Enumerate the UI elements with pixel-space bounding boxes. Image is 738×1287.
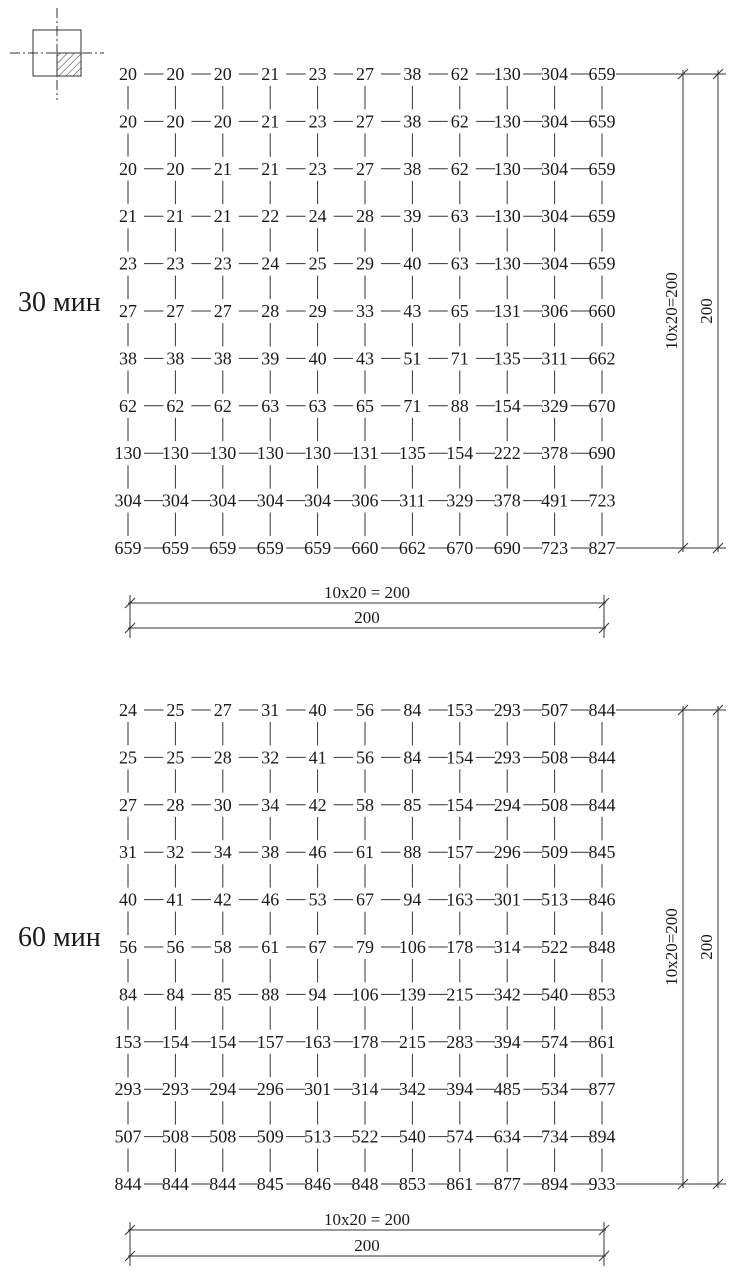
temperature-value: 20 — [213, 64, 232, 84]
temperature-value: 659 — [161, 538, 189, 558]
temperature-value: 659 — [588, 64, 616, 84]
temperature-value: 877 — [588, 1079, 616, 1100]
temperature-value: 28 — [166, 794, 185, 815]
temperature-value: 845 — [588, 842, 616, 863]
temperature-value: 27 — [356, 158, 374, 179]
section-symbol-icon — [10, 8, 104, 100]
temperature-value: 41 — [308, 747, 327, 768]
temperature-value: 22 — [261, 206, 280, 227]
temperature-value: 670 — [588, 395, 616, 416]
temperature-value: 23 — [308, 64, 327, 84]
temperature-value: 79 — [356, 937, 374, 957]
temperature-value: 342 — [493, 984, 521, 1005]
temperature-value: 28 — [356, 206, 374, 227]
temperature-value: 27 — [119, 794, 137, 815]
temperature-value: 130 — [493, 111, 521, 132]
temperature-value: 844 — [588, 794, 616, 815]
temperature-value: 294 — [209, 1079, 237, 1100]
temperature-value: 131 — [493, 301, 521, 321]
temperature-value: 62 — [213, 395, 232, 416]
temperature-value: 659 — [588, 111, 616, 132]
temperature-value: 215 — [398, 1031, 426, 1052]
temperature-value: 659 — [209, 538, 237, 558]
temperature-value: 846 — [588, 889, 616, 910]
temperature-value: 507 — [114, 1126, 142, 1147]
temperature-value: 30 — [213, 794, 232, 815]
temperature-value: 25 — [119, 747, 137, 768]
temperature-value: 933 — [588, 1174, 616, 1194]
grid-60-min — [18, 700, 726, 1266]
temperature-value: 157 — [446, 842, 474, 863]
temperature-value: 43 — [403, 301, 422, 321]
temperature-value: 42 — [308, 794, 327, 815]
temperature-value: 106 — [351, 984, 379, 1005]
temperature-value: 311 — [399, 490, 426, 511]
dim-horizontal-inner-text: 10x20 = 200 — [323, 1210, 411, 1229]
temperature-value: 39 — [403, 206, 422, 227]
temperature-value: 846 — [304, 1174, 332, 1194]
temperature-value: 845 — [256, 1174, 284, 1194]
temperature-value: 844 — [588, 747, 616, 768]
temperature-value: 88 — [261, 984, 280, 1005]
temperature-value: 293 — [493, 747, 521, 768]
temperature-value: 58 — [356, 794, 374, 815]
temperature-value: 46 — [308, 842, 327, 863]
temperature-value: 513 — [541, 889, 569, 910]
temperature-value: 861 — [588, 1031, 616, 1052]
temperature-value: 38 — [213, 348, 232, 369]
temperature-value: 20 — [166, 111, 185, 132]
temperature-value: 508 — [541, 747, 569, 768]
temperature-value: 135 — [398, 443, 426, 464]
temperature-value: 153 — [114, 1031, 142, 1052]
temperature-value: 62 — [450, 158, 469, 179]
temperature-value: 670 — [446, 538, 474, 558]
temperature-value: 84 — [166, 984, 185, 1005]
temperature-value: 62 — [450, 111, 469, 132]
temperature-value: 509 — [541, 842, 569, 863]
temperature-value: 574 — [541, 1031, 569, 1052]
temperature-value: 378 — [493, 490, 521, 511]
temperature-value: 62 — [119, 395, 137, 416]
dim-horizontal-inner-text: 10x20 = 200 — [323, 583, 411, 602]
temperature-value: 139 — [398, 984, 426, 1005]
temperature-value: 304 — [541, 206, 569, 227]
temperature-value: 40 — [308, 348, 327, 369]
temperature-value: 38 — [119, 348, 137, 369]
temperature-value: 34 — [261, 794, 280, 815]
temperature-value: 130 — [256, 443, 284, 464]
temperature-value: 659 — [304, 538, 332, 558]
temperature-value: 844 — [114, 1174, 142, 1194]
temperature-value: 659 — [256, 538, 284, 558]
temperature-value: 21 — [261, 111, 280, 132]
temperature-value: 106 — [398, 937, 426, 957]
temperature-value: 844 — [161, 1174, 189, 1194]
temperature-value: 294 — [493, 794, 521, 815]
temperature-value: 46 — [261, 889, 280, 910]
temperature-value: 85 — [403, 794, 422, 815]
temperature-value: 301 — [493, 889, 521, 910]
dim-vertical-outer-text: 200 — [697, 298, 716, 324]
temperature-value: 34 — [213, 842, 232, 863]
temperature-value: 23 — [308, 111, 327, 132]
temperature-value: 25 — [166, 700, 185, 720]
temperature-value: 154 — [446, 747, 474, 768]
temperature-value: 42 — [213, 889, 232, 910]
temperature-value: 293 — [493, 700, 521, 720]
temperature-value: 844 — [209, 1174, 237, 1194]
temperature-value: 154 — [446, 443, 474, 464]
temperature-value: 304 — [161, 490, 189, 511]
temperature-value: 329 — [541, 395, 569, 416]
temperature-value: 296 — [256, 1079, 284, 1100]
temperature-value: 40 — [119, 889, 137, 910]
temperature-value: 56 — [356, 747, 374, 768]
temperature-value: 28 — [213, 747, 232, 768]
temperature-value: 296 — [493, 842, 521, 863]
temperature-value: 51 — [403, 348, 422, 369]
temperature-value: 314 — [493, 937, 521, 957]
temperature-value: 71 — [403, 395, 422, 416]
temperature-value: 135 — [493, 348, 521, 369]
temperature-value: 534 — [541, 1079, 569, 1100]
temperature-value: 734 — [541, 1126, 569, 1147]
temperature-value: 38 — [166, 348, 185, 369]
temperature-value: 56 — [356, 700, 374, 720]
temperature-value: 660 — [351, 538, 379, 558]
temperature-value: 65 — [450, 301, 469, 321]
temperature-value: 485 — [493, 1079, 521, 1100]
temperature-value: 41 — [166, 889, 185, 910]
temperature-value: 27 — [356, 64, 374, 84]
temperature-value: 690 — [588, 443, 616, 464]
temperature-value: 507 — [541, 700, 569, 720]
temperature-value: 163 — [304, 1031, 332, 1052]
temperature-value: 154 — [493, 395, 521, 416]
temperature-value: 508 — [209, 1126, 237, 1147]
temperature-value: 38 — [403, 111, 422, 132]
temperature-value: 508 — [541, 794, 569, 815]
temperature-value: 130 — [114, 443, 142, 464]
temperature-value: 394 — [446, 1079, 474, 1100]
temperature-value: 21 — [166, 206, 185, 227]
temperature-value: 513 — [304, 1126, 332, 1147]
temperature-value: 342 — [398, 1079, 426, 1100]
temperature-value: 63 — [450, 206, 469, 227]
temperature-value: 130 — [161, 443, 189, 464]
temperature-value: 21 — [213, 158, 232, 179]
temperature-value: 21 — [119, 206, 137, 227]
temperature-value: 24 — [261, 253, 280, 274]
temperature-value: 63 — [450, 253, 469, 274]
temperature-value: 540 — [398, 1126, 426, 1147]
temperature-value: 61 — [261, 937, 280, 957]
temperature-value: 20 — [166, 64, 185, 84]
temperature-value: 293 — [114, 1079, 142, 1100]
time-label: 60 мин — [18, 922, 101, 953]
temperature-value: 21 — [261, 64, 280, 84]
temperature-value: 130 — [493, 158, 521, 179]
temperature-value: 28 — [261, 301, 280, 321]
temperature-value: 304 — [114, 490, 142, 511]
temperature-value: 157 — [256, 1031, 284, 1052]
time-label: 30 мин — [18, 287, 101, 318]
temperature-value: 662 — [588, 348, 616, 369]
temperature-value: 27 — [213, 700, 232, 720]
temperature-value: 660 — [588, 301, 616, 321]
temperature-value: 130 — [209, 443, 237, 464]
dim-horizontal-outer-text: 200 — [354, 608, 380, 627]
temperature-value: 71 — [450, 348, 469, 369]
temperature-value: 27 — [119, 301, 137, 321]
temperature-value: 508 — [161, 1126, 189, 1147]
temperature-value: 894 — [541, 1174, 569, 1194]
temperature-value: 32 — [166, 842, 185, 863]
temperature-value: 522 — [351, 1126, 379, 1147]
temperature-value: 20 — [166, 158, 185, 179]
temperature-value: 38 — [403, 158, 422, 179]
temperature-value: 178 — [351, 1031, 379, 1052]
temperature-value: 509 — [256, 1126, 284, 1147]
temperature-value: 222 — [493, 443, 521, 464]
temperature-value: 659 — [588, 253, 616, 274]
temperature-value: 659 — [114, 538, 142, 558]
temperature-value: 311 — [541, 348, 568, 369]
temperature-value: 154 — [209, 1031, 237, 1052]
temperature-value: 40 — [308, 700, 327, 720]
temperature-value: 84 — [119, 984, 137, 1005]
temperature-value: 84 — [403, 747, 422, 768]
temperature-value: 634 — [493, 1126, 521, 1147]
temperature-value: 88 — [403, 842, 422, 863]
temperature-value: 283 — [446, 1031, 474, 1052]
temperature-value: 27 — [213, 301, 232, 321]
temperature-value: 690 — [493, 538, 521, 558]
temperature-value: 306 — [541, 301, 569, 321]
temperature-value: 20 — [119, 111, 137, 132]
temperature-value: 24 — [308, 206, 327, 227]
temperature-value: 304 — [541, 64, 569, 84]
temperature-value: 24 — [119, 700, 137, 720]
temperature-value: 304 — [541, 111, 569, 132]
temperature-value: 85 — [213, 984, 232, 1005]
temperature-value: 31 — [261, 700, 280, 720]
temperature-value: 61 — [356, 842, 374, 863]
temperature-value: 853 — [398, 1174, 426, 1194]
temperature-value: 215 — [446, 984, 474, 1005]
temperature-value: 723 — [588, 490, 616, 511]
temperature-value: 53 — [308, 889, 327, 910]
temperature-value: 25 — [166, 747, 185, 768]
temperature-value: 23 — [119, 253, 137, 274]
temperature-value: 662 — [398, 538, 426, 558]
temperature-value: 23 — [213, 253, 232, 274]
temperature-value: 306 — [351, 490, 379, 511]
temperature-value: 130 — [493, 64, 521, 84]
temperature-value: 130 — [493, 253, 521, 274]
temperature-value: 38 — [261, 842, 280, 863]
temperature-value: 31 — [119, 842, 137, 863]
temperature-value: 25 — [308, 253, 327, 274]
temperature-value: 848 — [588, 937, 616, 957]
temperature-value: 63 — [261, 395, 280, 416]
temperature-value: 301 — [304, 1079, 332, 1100]
temperature-value: 27 — [356, 111, 374, 132]
temperature-value: 329 — [446, 490, 474, 511]
temperature-value: 29 — [308, 301, 327, 321]
temperature-value: 178 — [446, 937, 474, 957]
temperature-value: 20 — [119, 64, 137, 84]
temperature-value: 56 — [119, 937, 137, 957]
temperature-value: 163 — [446, 889, 474, 910]
temperature-value: 63 — [308, 395, 327, 416]
dim-vertical-outer-text: 200 — [697, 934, 716, 960]
temperature-value: 27 — [166, 301, 185, 321]
temperature-value: 94 — [308, 984, 327, 1005]
temperature-value: 304 — [256, 490, 284, 511]
temperature-value: 153 — [446, 700, 474, 720]
temperature-value: 844 — [588, 700, 616, 720]
temperature-value: 21 — [261, 158, 280, 179]
temperature-value: 131 — [351, 443, 379, 464]
temperature-value: 94 — [403, 889, 422, 910]
temperature-value: 574 — [446, 1126, 474, 1147]
temperature-value: 65 — [356, 395, 374, 416]
temperature-value: 723 — [541, 538, 569, 558]
temperature-value: 88 — [450, 395, 469, 416]
temperature-value: 827 — [588, 538, 616, 558]
temperature-value: 38 — [403, 64, 422, 84]
temperature-value: 861 — [446, 1174, 474, 1194]
temperature-value: 32 — [261, 747, 280, 768]
temperature-value: 40 — [403, 253, 422, 274]
temperature-value: 304 — [304, 490, 332, 511]
temperature-value: 58 — [213, 937, 232, 957]
temperature-value: 314 — [351, 1079, 379, 1100]
temperature-value: 84 — [403, 700, 422, 720]
temperature-value: 293 — [161, 1079, 189, 1100]
temperature-value: 62 — [166, 395, 185, 416]
temperature-value: 29 — [356, 253, 374, 274]
temperature-value: 659 — [588, 206, 616, 227]
temperature-value: 853 — [588, 984, 616, 1005]
temperature-value: 394 — [493, 1031, 521, 1052]
temperature-value: 67 — [356, 889, 374, 910]
temperature-value: 378 — [541, 443, 569, 464]
temperature-value: 491 — [541, 490, 569, 511]
temperature-value: 39 — [261, 348, 280, 369]
dim-horizontal-outer-text: 200 — [354, 1236, 380, 1255]
temperature-value: 62 — [450, 64, 469, 84]
temperature-value: 522 — [541, 937, 569, 957]
temperature-value: 304 — [541, 158, 569, 179]
grid-30-min — [18, 64, 726, 638]
dim-vertical-inner-text: 10x20=200 — [662, 908, 681, 986]
dim-vertical-inner-text: 10x20=200 — [662, 272, 681, 350]
temperature-value: 23 — [166, 253, 185, 274]
temperature-value: 33 — [356, 301, 374, 321]
temperature-value: 659 — [588, 158, 616, 179]
temperature-value: 130 — [304, 443, 332, 464]
temperature-value: 877 — [493, 1174, 521, 1194]
temperature-value: 154 — [161, 1031, 189, 1052]
temperature-value: 43 — [356, 348, 374, 369]
temperature-value: 56 — [166, 937, 185, 957]
temperature-value: 848 — [351, 1174, 379, 1194]
temperature-value: 540 — [541, 984, 569, 1005]
temperature-value: 20 — [213, 111, 232, 132]
temperature-value: 21 — [213, 206, 232, 227]
temperature-value: 154 — [446, 794, 474, 815]
temperature-value: 304 — [541, 253, 569, 274]
temperature-value: 20 — [119, 158, 137, 179]
temperature-value: 304 — [209, 490, 237, 511]
temperature-value: 67 — [308, 937, 327, 957]
temperature-value: 23 — [308, 158, 327, 179]
temperature-value: 894 — [588, 1126, 616, 1147]
temperature-value: 130 — [493, 206, 521, 227]
